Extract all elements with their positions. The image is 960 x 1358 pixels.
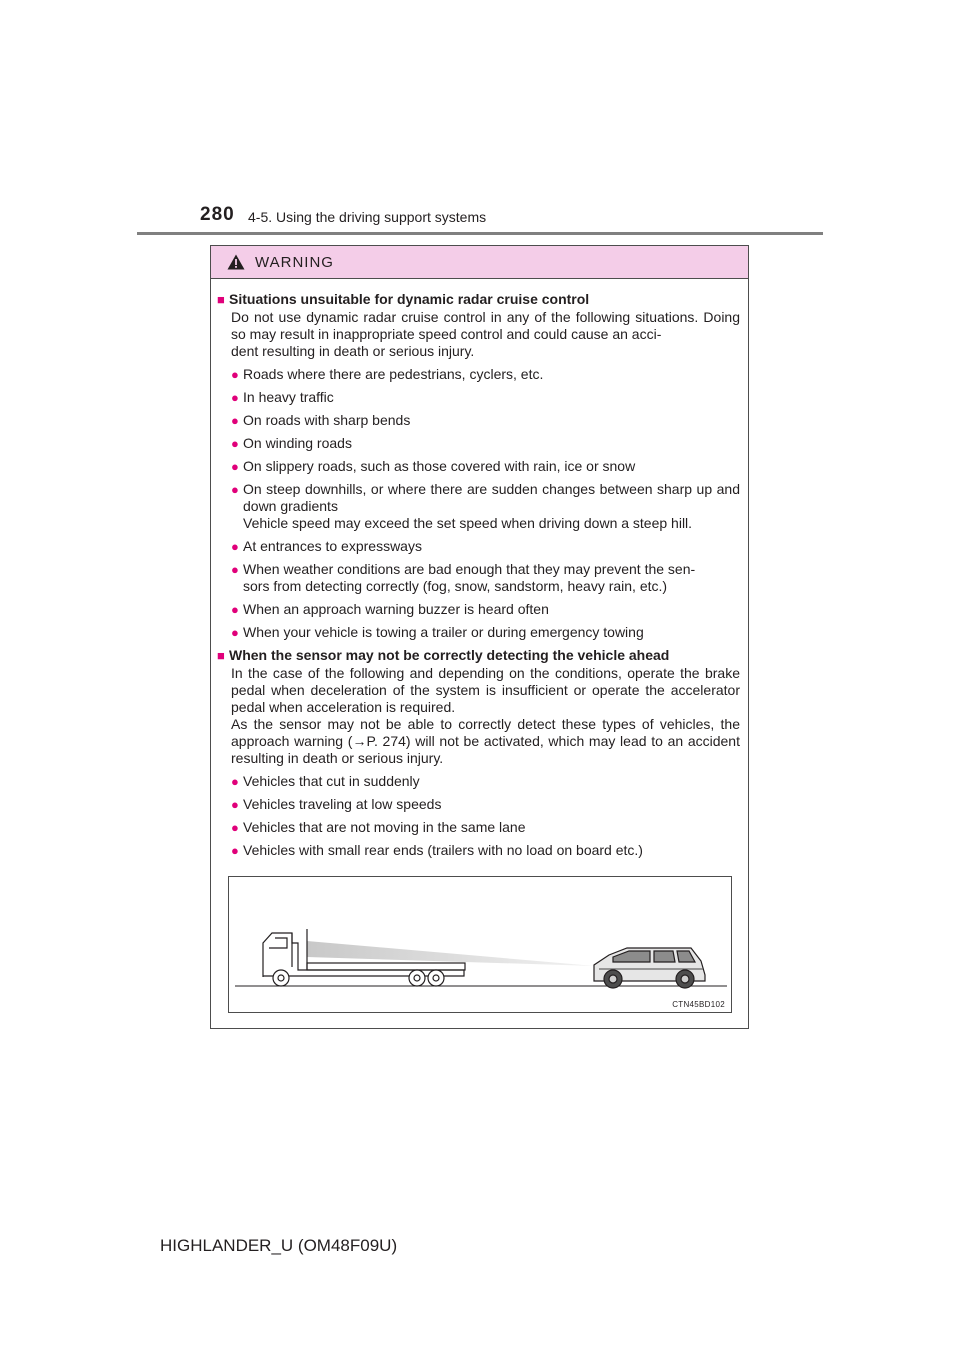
list-item: ● In heavy traffic bbox=[231, 389, 334, 405]
header-divider bbox=[137, 232, 823, 235]
square-bullet-icon: ■ bbox=[217, 648, 225, 663]
list-item: ● On winding roads bbox=[231, 435, 352, 451]
list-item: ● On slippery roads, such as those covered with rain, ice or snow bbox=[231, 458, 636, 474]
suv-icon bbox=[594, 948, 705, 988]
circle-bullet-icon: ● bbox=[231, 436, 239, 451]
footer-model: HIGHLANDER_U (OM48F09U) bbox=[160, 1236, 398, 1255]
section-title: 4-5. Using the driving support systems bbox=[248, 209, 487, 225]
list-item: ● Roads where there are pedestrians, cyclers, etc. bbox=[231, 366, 544, 382]
section-heading-text: Situations unsuitable for dynamic radar cruise control bbox=[229, 291, 590, 307]
list-item: ● When an approach warning buzzer is heard often bbox=[231, 601, 549, 617]
list-item: ● At entrances to expressways bbox=[231, 538, 422, 554]
circle-bullet-icon: ● bbox=[231, 843, 239, 858]
circle-bullet-icon: ● bbox=[231, 797, 239, 812]
list-item: ● Vehicles traveling at low speeds bbox=[231, 796, 442, 812]
circle-bullet-icon: ● bbox=[231, 602, 239, 617]
circle-bullet-icon: ● bbox=[231, 562, 239, 577]
trailer-and-suv-illustration bbox=[229, 877, 731, 1012]
page-number: 280 bbox=[200, 204, 235, 225]
list-item: ● When weather conditions are bad enough that they may prevent the sen- sors from detecting correctly (fog, snow, sandstorm, heavy rain, etc.) bbox=[231, 561, 696, 594]
circle-bullet-icon: ● bbox=[231, 459, 239, 474]
section-heading bbox=[217, 291, 740, 308]
circle-bullet-icon: ● bbox=[231, 625, 239, 640]
warning-box bbox=[210, 245, 749, 1029]
circle-bullet-icon: ● bbox=[231, 820, 239, 835]
circle-bullet-icon: ● bbox=[231, 774, 239, 789]
warning-title: WARNING bbox=[255, 253, 334, 271]
section-intro: In the case of the following and depending on the conditions, operate the brake pedal when deceleration of the system is insufficient or operate the accelerator pedal when acceleration is required. As the sensor may not be able to correctly detect these types of vehicles, the approach warning (→P. 274) will not be activated, which may lead to an accident resulting in death or serious injury. bbox=[231, 665, 740, 766]
square-bullet-icon: ■ bbox=[217, 292, 225, 307]
illustration-figure bbox=[228, 876, 732, 1013]
list-item: ● When your vehicle is towing a trailer or during emergency towing bbox=[231, 624, 644, 640]
warning-header bbox=[211, 246, 748, 279]
circle-bullet-icon: ● bbox=[231, 482, 239, 497]
list-item: ● On steep downhills, or where there are sudden changes between sharp up and down gradients Vehicle speed may exceed the set speed when driving down a steep hill. bbox=[231, 481, 740, 531]
list-item: ● Vehicles that cut in suddenly bbox=[231, 773, 420, 789]
warning-triangle-icon bbox=[227, 254, 245, 270]
section-heading-text: When the sensor may not be correctly detecting the vehicle ahead bbox=[229, 647, 670, 663]
section-intro: Do not use dynamic radar cruise control in any of the following situations. Doing so may result in inappropriate speed control and could cause an acci- dent resulting in death or serious injury. bbox=[231, 309, 740, 359]
list-item: ● Vehicles that are not moving in the same lane bbox=[231, 819, 526, 835]
section-heading bbox=[217, 647, 740, 664]
circle-bullet-icon: ● bbox=[231, 413, 239, 428]
list-item: ● On roads with sharp bends bbox=[231, 412, 411, 428]
circle-bullet-icon: ● bbox=[231, 539, 239, 554]
circle-bullet-icon: ● bbox=[231, 390, 239, 405]
list-item: ● Vehicles with small rear ends (trailers with no load on board etc.) bbox=[231, 842, 643, 858]
circle-bullet-icon: ● bbox=[231, 367, 239, 382]
warning-body bbox=[211, 279, 748, 859]
figure-code: CTN45BD102 bbox=[672, 1000, 725, 1009]
